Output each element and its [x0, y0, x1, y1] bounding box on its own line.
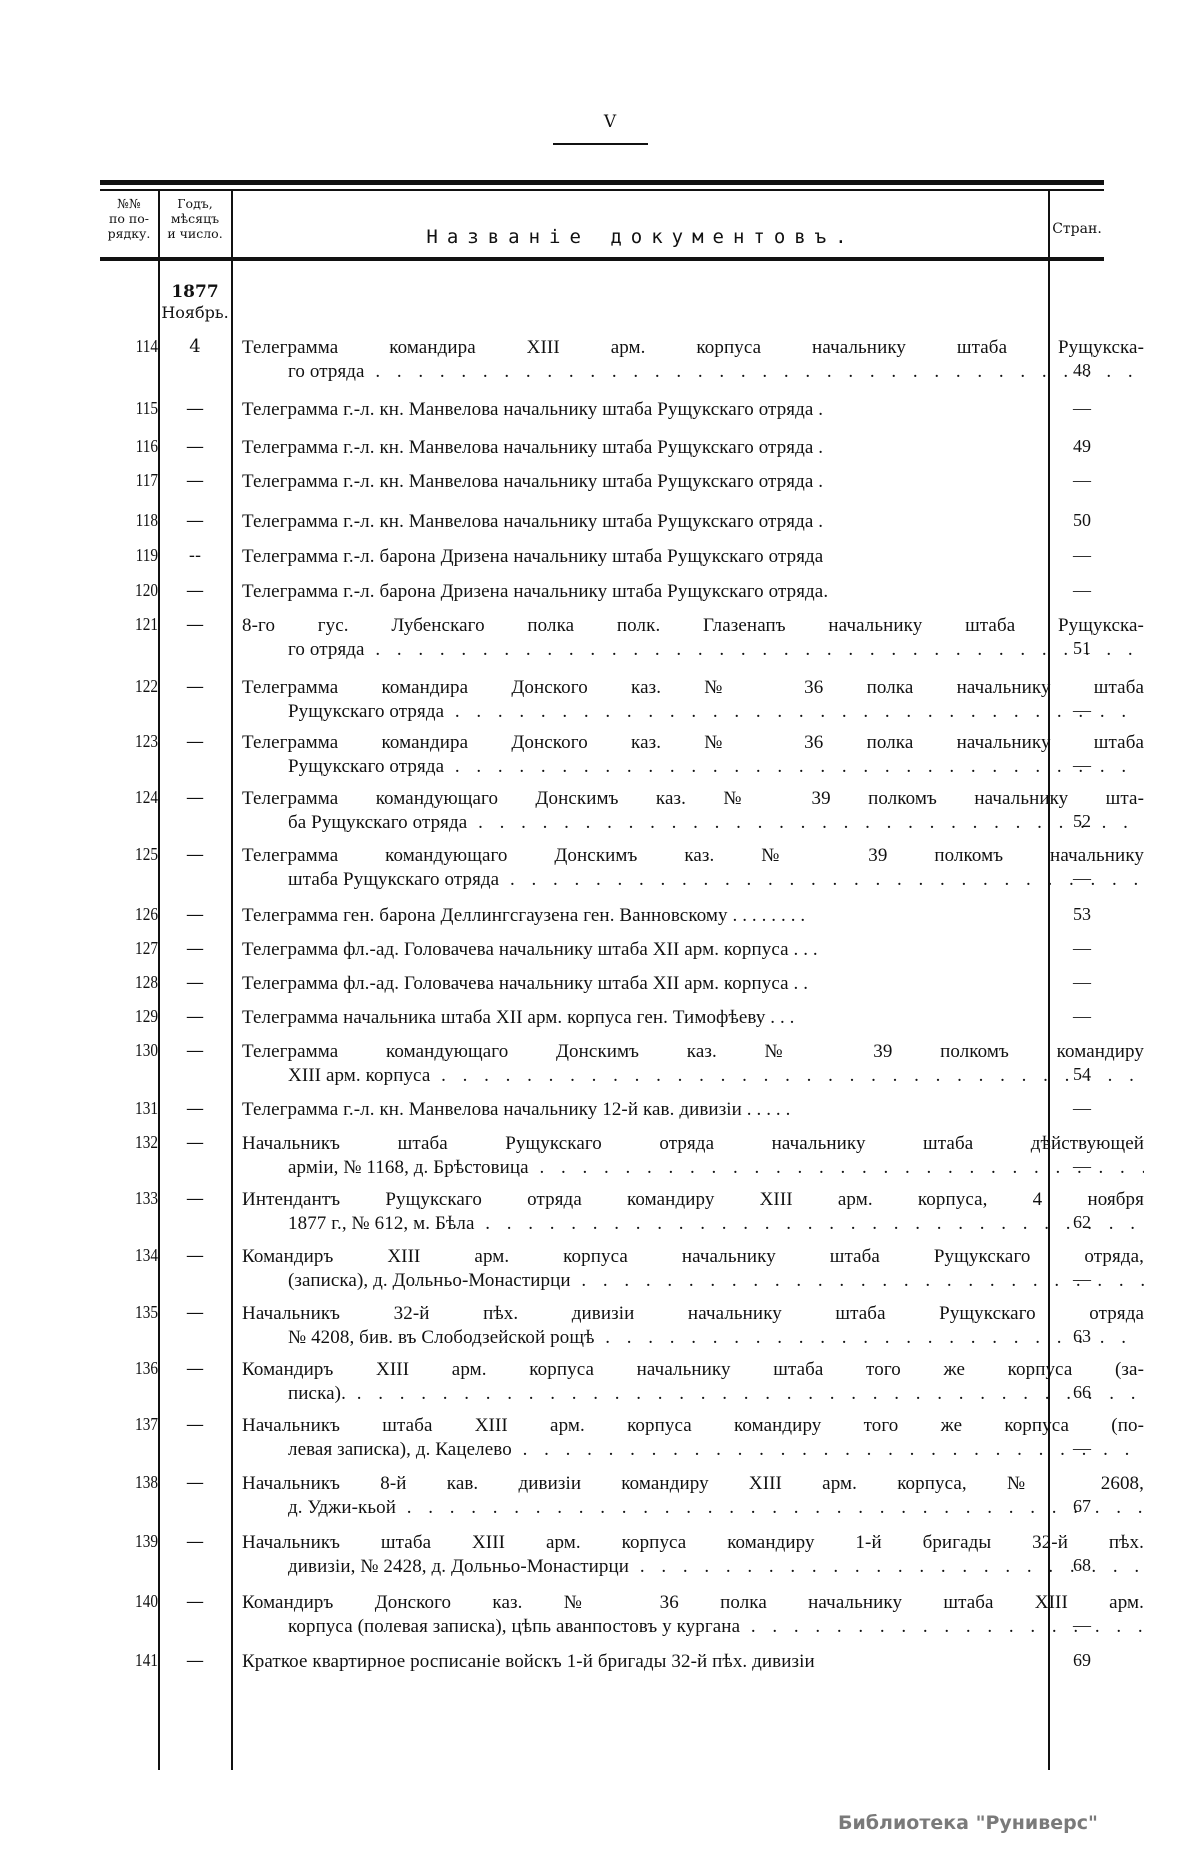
row-title-line1: Начальникъ штаба XIII арм. корпуса командиру того же корпуса (по- — [242, 1415, 1144, 1436]
row-page: — — [1073, 470, 1091, 490]
row-page: 48 — [1073, 360, 1091, 380]
row-number: 139 — [135, 1531, 158, 1551]
row-title-line2: писка). . . . — [242, 1382, 1144, 1406]
row-number: 129 — [135, 1006, 158, 1026]
row-title-line2: ба Рущукскаго отряда . . . — [242, 811, 1144, 835]
row-page: — — [1073, 938, 1091, 958]
row-title — [242, 1188, 1144, 1236]
row-page: — — [1073, 868, 1091, 888]
row-date: — — [186, 1591, 204, 1612]
header-num-line: по по- — [109, 211, 149, 226]
row-title — [242, 545, 1144, 569]
row-title-line2: дивизіи, № 2428, д. Дольньо-Монастирци . . . — [242, 1555, 1144, 1579]
row-number: 126 — [135, 904, 158, 924]
row-number: 119 — [135, 545, 158, 565]
table-top-rule-thin — [100, 189, 1104, 191]
row-title-line: Телеграмма начальника штаба XII арм. корпуса ген. Тимофѣеву . . . — [242, 1007, 795, 1028]
row-title-line1: Телеграмма командующаго Донскимъ каз. № 39 полкомъ начальнику — [242, 845, 1144, 866]
row-date: — — [186, 1531, 204, 1552]
row-number: 138 — [135, 1472, 158, 1492]
row-page: — — [1073, 1006, 1091, 1026]
row-title — [242, 904, 1144, 928]
row-date: — — [186, 1245, 204, 1266]
header-date-line: и число. — [167, 226, 223, 241]
row-date: — — [186, 844, 204, 865]
row-number: 131 — [135, 1098, 158, 1118]
row-title-line2: корпуса (полевая записка), цѣпь аванпостовъ у кургана . . . — [242, 1615, 1144, 1639]
row-title-line: Телеграмма г.-л. барона Дризена начальнику штаба Рущукскаго отряда. — [242, 581, 829, 602]
row-number: 114 — [135, 336, 158, 356]
row-number: 116 — [135, 436, 158, 456]
row-title — [242, 1591, 1144, 1639]
header-date — [158, 196, 232, 241]
row-title — [242, 1006, 1144, 1030]
row-title-line1: Начальникъ 8-й кав. дивизіи командиру XIII арм. корпуса, № 2608, — [242, 1473, 1144, 1494]
row-number: 120 — [135, 580, 158, 600]
row-title — [242, 1472, 1144, 1520]
row-title-line1: 8-го гус. Лубенскаго полка полк. Глазенапъ начальнику штаба Рущукска- — [242, 615, 1144, 636]
row-page: — — [1073, 1156, 1091, 1176]
row-title-line: Телеграмма г.-л. кн. Манвелова начальнику штаба Рущукскаго отряда . — [242, 437, 824, 458]
row-title — [242, 1302, 1144, 1350]
row-title-line1: Командиръ Донского каз. № 36 полка начальнику штаба XIII арм. — [242, 1592, 1144, 1613]
row-page: 52 — [1073, 811, 1091, 831]
row-title — [242, 1040, 1144, 1088]
row-title-line1: Интендантъ Рущукскаго отряда командиру XIII арм. корпуса, 4 ноября — [242, 1189, 1144, 1210]
header-title: Названіе документовъ. — [426, 226, 856, 248]
row-number: 125 — [135, 844, 158, 864]
row-number: 137 — [135, 1414, 158, 1434]
row-title — [242, 436, 1144, 460]
row-date: — — [186, 1132, 204, 1153]
row-date: — — [186, 972, 204, 993]
row-number: 122 — [135, 676, 158, 696]
row-number: 118 — [135, 510, 158, 530]
row-title — [242, 938, 1144, 962]
row-title-line2: арміи, № 1168, д. Брѣстовица . . . — [242, 1156, 1144, 1180]
row-title-line2: штаба Рущукскаго отряда . . . — [242, 868, 1144, 892]
row-date: — — [186, 580, 204, 601]
row-title-line1: Начальникъ 32-й пѣх. дивизіи начальнику штаба Рущукскаго отряда — [242, 1303, 1144, 1324]
row-title-line1: Телеграмма командира Донского каз. № 36 полка начальнику штаба — [242, 677, 1144, 698]
row-title-line2: го отряда . . . — [242, 638, 1144, 662]
row-page: 51 — [1073, 638, 1091, 658]
row-number: 123 — [135, 731, 158, 751]
row-page: — — [1073, 700, 1091, 720]
row-date: — — [186, 1006, 204, 1027]
table-top-rule — [100, 180, 1104, 185]
row-title — [242, 1650, 1144, 1674]
row-date: 4 — [189, 336, 201, 357]
page-number-rule — [553, 143, 648, 145]
row-page: — — [1073, 1438, 1091, 1458]
row-title — [242, 470, 1144, 494]
row-title-line1: Телеграмма командующаго Донскимъ каз. № 39 полкомъ начальнику шта- — [242, 788, 1144, 809]
row-page: 53 — [1073, 904, 1091, 924]
row-date: — — [186, 938, 204, 959]
row-title — [242, 676, 1144, 724]
row-title-line2: № 4208, бив. въ Слободзейской рощѣ . . . — [242, 1326, 1144, 1350]
row-title — [242, 336, 1144, 384]
row-title — [242, 1358, 1144, 1406]
header-num — [100, 196, 158, 241]
row-number: 133 — [135, 1188, 158, 1208]
row-date: — — [186, 787, 204, 808]
row-title-line2: Рущукскаго отряда . . . — [242, 700, 1144, 724]
row-date: — — [186, 1414, 204, 1435]
row-number: 121 — [135, 614, 158, 634]
row-number: 132 — [135, 1132, 158, 1152]
row-number: 140 — [135, 1591, 158, 1611]
row-title-line2: XIII арм. корпуса . . . — [242, 1064, 1144, 1088]
header-num-line: рядку. — [107, 226, 151, 241]
row-date: -- — [188, 545, 202, 566]
row-page: 50 — [1073, 510, 1091, 530]
row-page: 69 — [1073, 1650, 1091, 1670]
row-title-line1: Телеграмма командира Донского каз. № 36 полка начальнику штаба — [242, 732, 1144, 753]
row-title — [242, 844, 1144, 892]
row-title — [242, 398, 1144, 422]
row-title-line1: Командиръ XIII арм. корпуса начальнику штаба Рущукскаго отряда, — [242, 1246, 1144, 1267]
row-number: 136 — [135, 1358, 158, 1378]
row-number: 117 — [135, 470, 158, 490]
row-page: 68 — [1073, 1555, 1091, 1575]
watermark: Библиотека "Руниверс" — [838, 1812, 1098, 1834]
row-title — [242, 1132, 1144, 1180]
row-page: 67 — [1073, 1496, 1091, 1516]
row-title-line: Краткое квартирное росписаніе войскъ 1-й бригады 32-й пѣх. дивизіи — [242, 1651, 815, 1672]
row-date: — — [186, 1188, 204, 1209]
row-title-line1: Телеграмма командира XIII арм. корпуса начальнику штаба Рущукска- — [242, 337, 1144, 358]
row-title — [242, 1245, 1144, 1293]
row-title-line: Телеграмма г.-л. кн. Манвелова начальнику штаба Рущукскаго отряда . — [242, 399, 824, 420]
row-number: 134 — [135, 1245, 158, 1265]
row-title-line1: Начальникъ штаба Рущукскаго отряда начальнику штаба дѣйствующей — [242, 1133, 1144, 1154]
row-date: — — [186, 1302, 204, 1323]
row-date: — — [186, 614, 204, 635]
row-title-line: Телеграмма г.-л. кн. Манвелова начальнику штаба Рущукскаго отряда . — [242, 511, 824, 532]
row-date: — — [186, 1358, 204, 1379]
row-number: 135 — [135, 1302, 158, 1322]
row-page: — — [1073, 755, 1091, 775]
row-page: 49 — [1073, 436, 1091, 456]
row-page: — — [1073, 1615, 1091, 1635]
row-title-line2: го отряда . . . — [242, 360, 1144, 384]
row-page: — — [1073, 972, 1091, 992]
row-title-line: Телеграмма г.-л. кн. Манвелова начальнику 12-й кав. дивизіи . . . . . — [242, 1099, 791, 1120]
row-page: 54 — [1073, 1064, 1091, 1084]
row-number: 130 — [135, 1040, 158, 1060]
row-date: — — [186, 1040, 204, 1061]
row-title — [242, 614, 1144, 662]
row-number: 141 — [135, 1650, 158, 1670]
row-date: — — [186, 676, 204, 697]
row-page: — — [1073, 1269, 1091, 1289]
row-title — [242, 510, 1144, 534]
row-title-line1: Командиръ XIII арм. корпуса начальнику штаба того же корпуса (за- — [242, 1359, 1144, 1380]
row-date: — — [186, 904, 204, 925]
year-label: 1877 — [171, 282, 219, 302]
row-title-line: Телеграмма ген. барона Деллингсгаузена ген. Ванновскому . . . . . . . . — [242, 905, 806, 926]
header-date-line: Годъ, — [177, 196, 213, 211]
row-page: — — [1073, 398, 1091, 418]
row-title-line: Телеграмма фл.-ад. Головачева начальнику штаба XII арм. корпуса . . — [242, 973, 809, 994]
row-title — [242, 972, 1144, 996]
row-date: — — [186, 1098, 204, 1119]
month-label: Ноябрь. — [161, 303, 229, 322]
row-title — [242, 1098, 1144, 1122]
row-title — [242, 1531, 1144, 1579]
header-page: Стран. — [1052, 221, 1102, 237]
row-title — [242, 787, 1144, 835]
row-page: — — [1073, 1098, 1091, 1118]
row-title-line: Телеграмма г.-л. барона Дризена начальнику штаба Рущукскаго отряда — [242, 546, 824, 567]
row-title-line2: Рущукскаго отряда . . . — [242, 755, 1144, 779]
row-page: 63 — [1073, 1326, 1091, 1346]
row-title-line2: (записка), д. Дольньо-Монастирци . . . — [242, 1269, 1144, 1293]
row-date: — — [186, 470, 204, 491]
row-date: — — [186, 398, 204, 419]
row-number: 127 — [135, 938, 158, 958]
row-title — [242, 580, 1144, 604]
row-title-line: Телеграмма г.-л. кн. Манвелова начальнику штаба Рущукскаго отряда . — [242, 471, 824, 492]
row-date: — — [186, 731, 204, 752]
row-page: 62 — [1073, 1212, 1091, 1232]
row-number: 128 — [135, 972, 158, 992]
page-number: V — [603, 112, 617, 132]
row-title-line2: 1877 г., № 612, м. Бѣла . . . — [242, 1212, 1144, 1236]
row-title-line2: д. Уджи-кьой . . . — [242, 1496, 1144, 1520]
row-title — [242, 1414, 1144, 1462]
header-bottom-rule — [100, 257, 1104, 261]
row-date: — — [186, 436, 204, 457]
row-title — [242, 731, 1144, 779]
row-title-line2: левая записка), д. Кацелево . . . — [242, 1438, 1144, 1462]
row-number: 124 — [135, 787, 158, 807]
row-title-line: Телеграмма фл.-ад. Головачева начальнику штаба XII арм. корпуса . . . — [242, 939, 818, 960]
row-date: — — [186, 1650, 204, 1671]
row-title-line1: Телеграмма командующаго Донскимъ каз. № 39 полкомъ командиру — [242, 1041, 1144, 1062]
header-num-line: №№ — [117, 196, 141, 211]
row-page: — — [1073, 580, 1091, 600]
row-title-line1: Начальникъ штаба XIII арм. корпуса командиру 1-й бригады 32-й пѣх. — [242, 1532, 1144, 1553]
row-page: — — [1073, 545, 1091, 565]
header-date-line: мѣсяцъ — [170, 211, 220, 226]
row-date: — — [186, 510, 204, 531]
row-number: 115 — [135, 398, 158, 418]
row-date: — — [186, 1472, 204, 1493]
row-page: 66 — [1073, 1382, 1091, 1402]
